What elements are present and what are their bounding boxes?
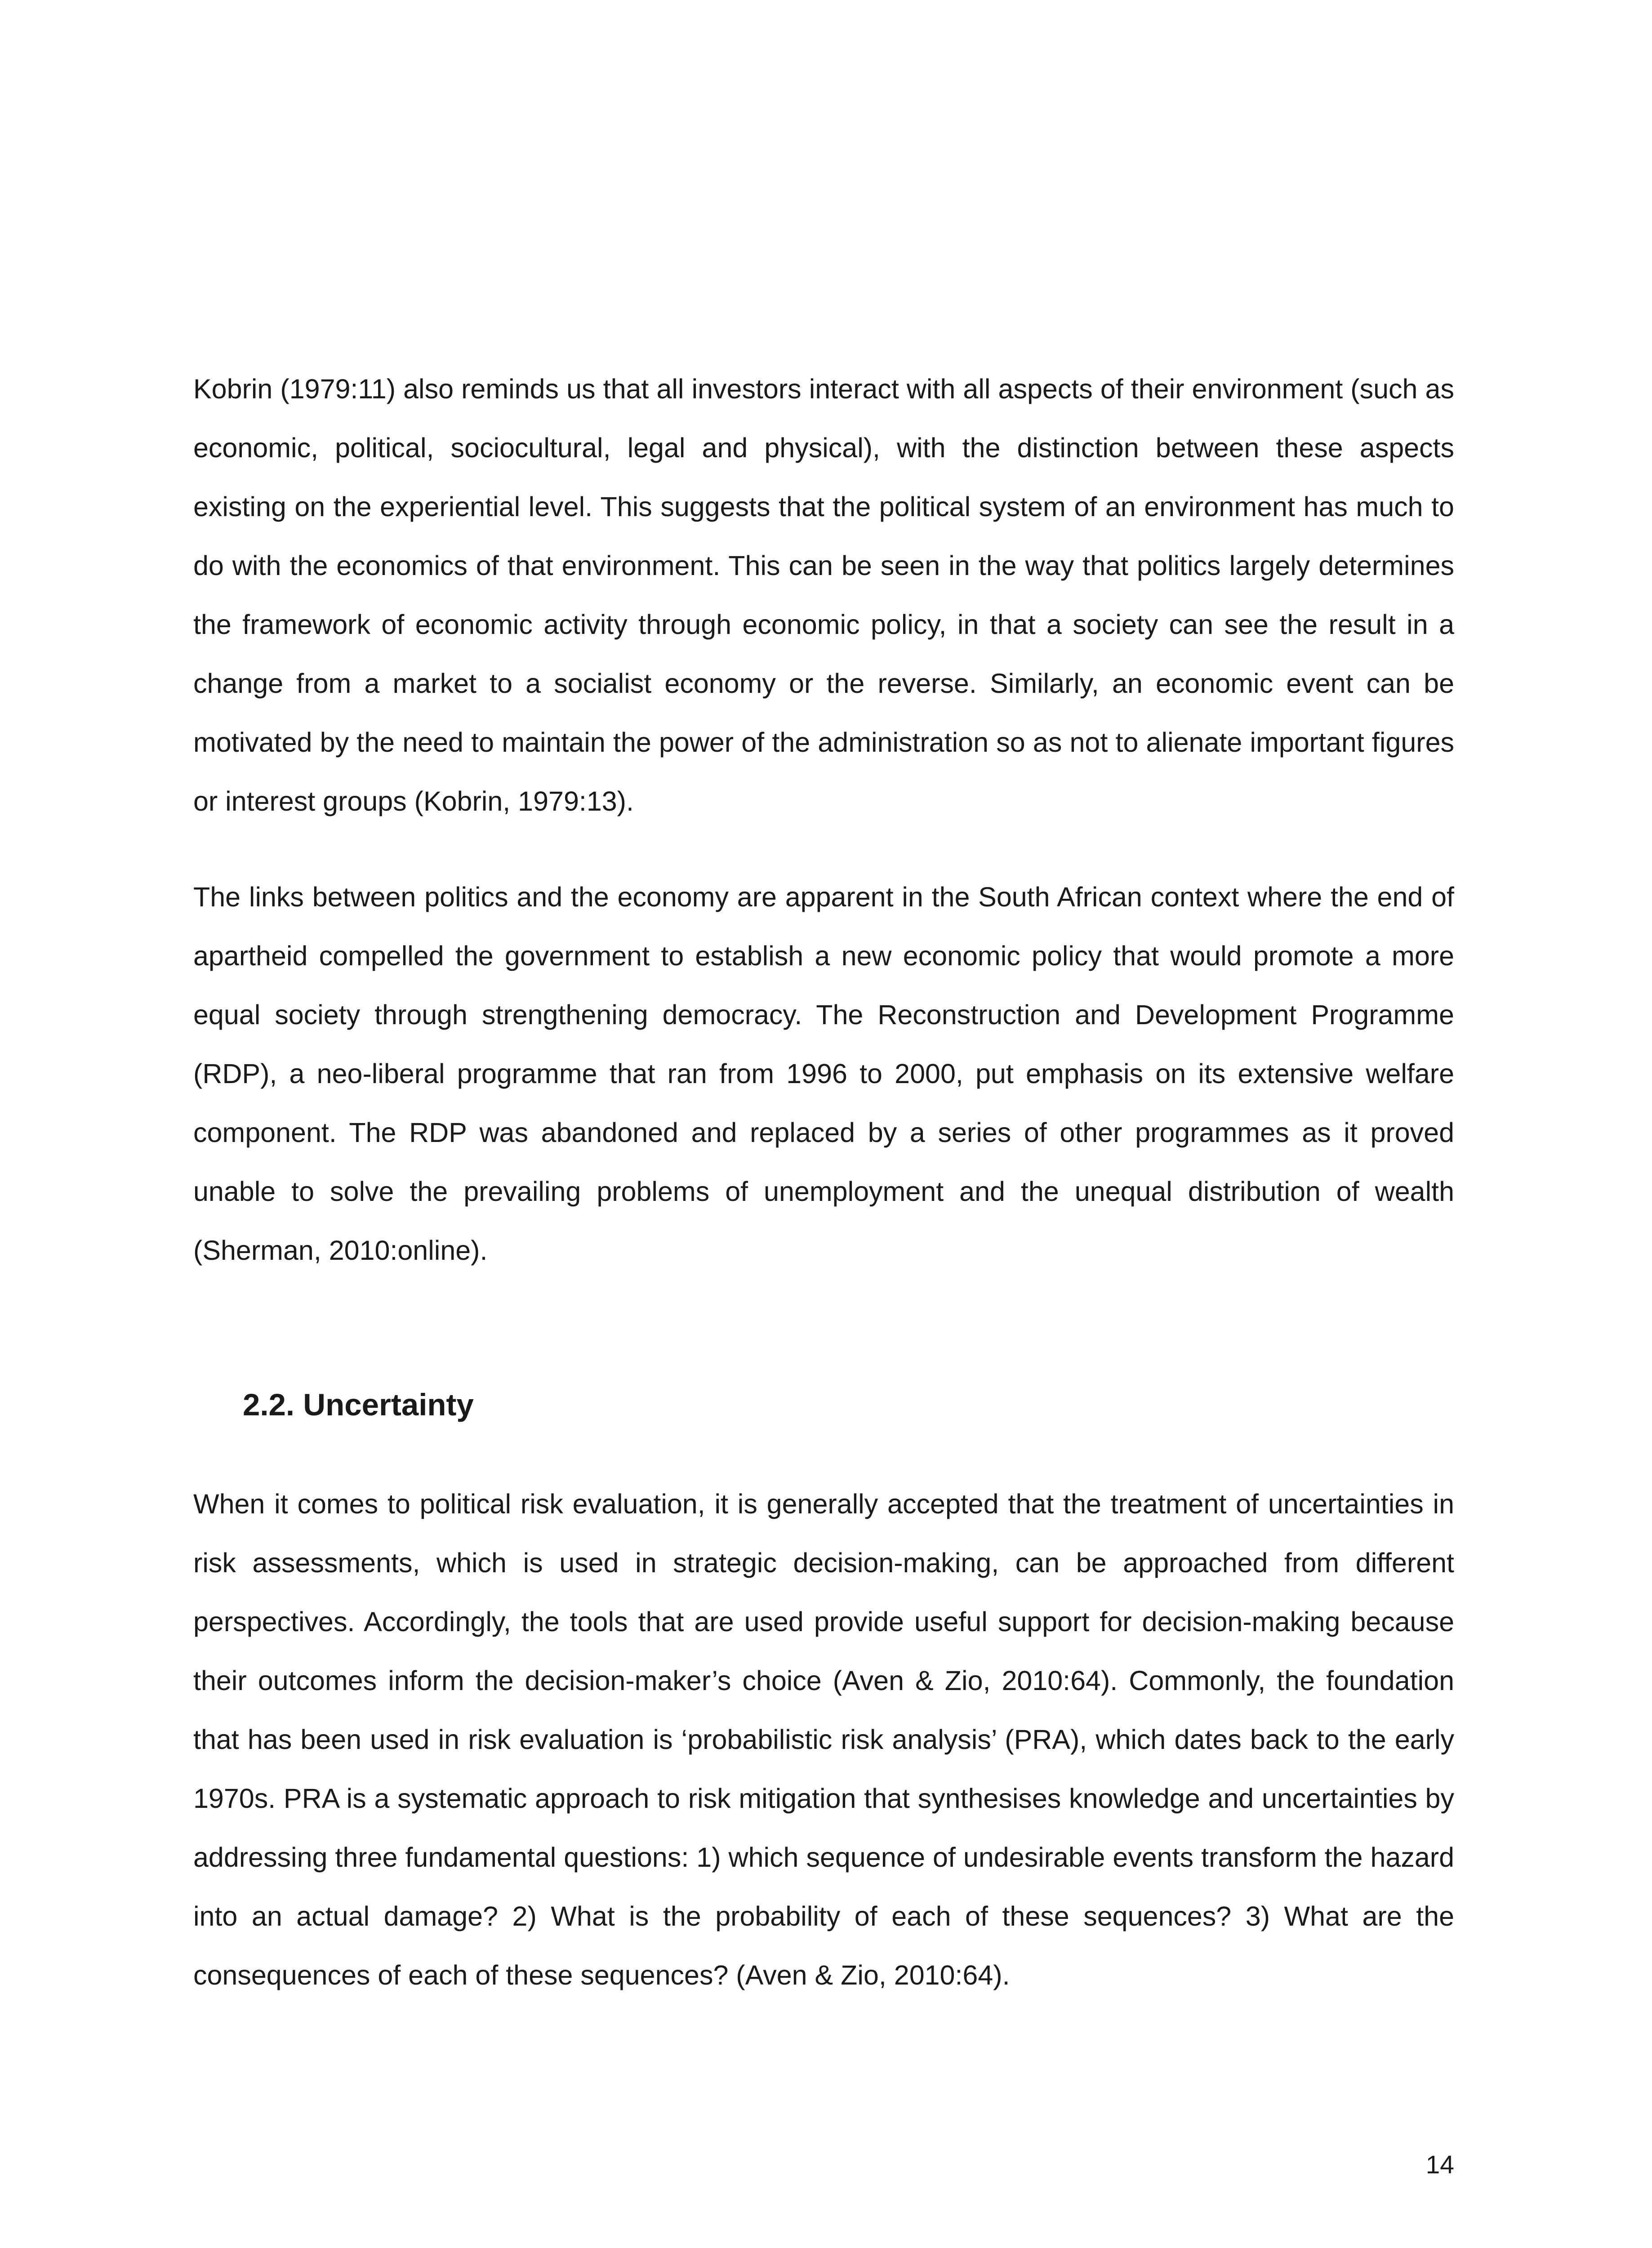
body-paragraph-south-africa: The links between politics and the economy are apparent in the South African context where the end of apartheid compelled the government to establish a new economic policy that would promote a more equal society through strengthening democracy. The Reconstruction and Development Programme (RDP), a neo-liberal programme that ran from 1996 to 2000, put emphasis on its extensive welfare component. The RDP was abandoned and replaced by a series of other programmes as it proved unable to solve the prevailing problems of unemployment and the unequal distribution of wealth (Sherman, 2010:online). <box>193 882 1454 1266</box>
body-paragraph-uncertainty: When it comes to political risk evaluation, it is generally accepted that the treatment of uncertainties in risk assessments, which is used in strategic decision-making, can be approached from different perspectives. Accordingly, the tools that are used provide useful support for decision-making because their outcomes inform the decision-maker’s choice (Aven & Zio, 2010:64). Commonly, the foundation that has been used in risk evaluation is ‘probabilistic risk analysis’ (PRA), which dates back to the early 1970s. PRA is a systematic approach to risk mitigation that synthesises knowledge and uncertainties by addressing three fundamental questions: 1) which sequence of undesirable events transform the hazard into an actual damage? 2) What is the probability of each of these sequences? 3) What are the consequences of each of these sequences? (Aven & Zio, 2010:64). <box>193 1489 1454 1990</box>
body-paragraph-kobrin: Kobrin (1979:11) also reminds us that all investors interact with all aspects of their environment (such as economic, political, sociocultural, legal and physical), with the distinction between these aspects existing on the experiential level. This suggests that the political system of an environment has much to do with the economics of that environment. This can be seen in the way that politics largely determines the framework of economic activity through economic policy, in that a society can see the result in a change from a market to a socialist economy or the reverse. Similarly, an economic event can be motivated by the need to maintain the power of the administration so as not to alienate important figures or interest groups (Kobrin, 1979:13). <box>193 374 1454 816</box>
page-number: 14 <box>1425 2150 1454 2179</box>
section-heading-uncertainty: 2.2. Uncertainty <box>243 1387 474 1422</box>
